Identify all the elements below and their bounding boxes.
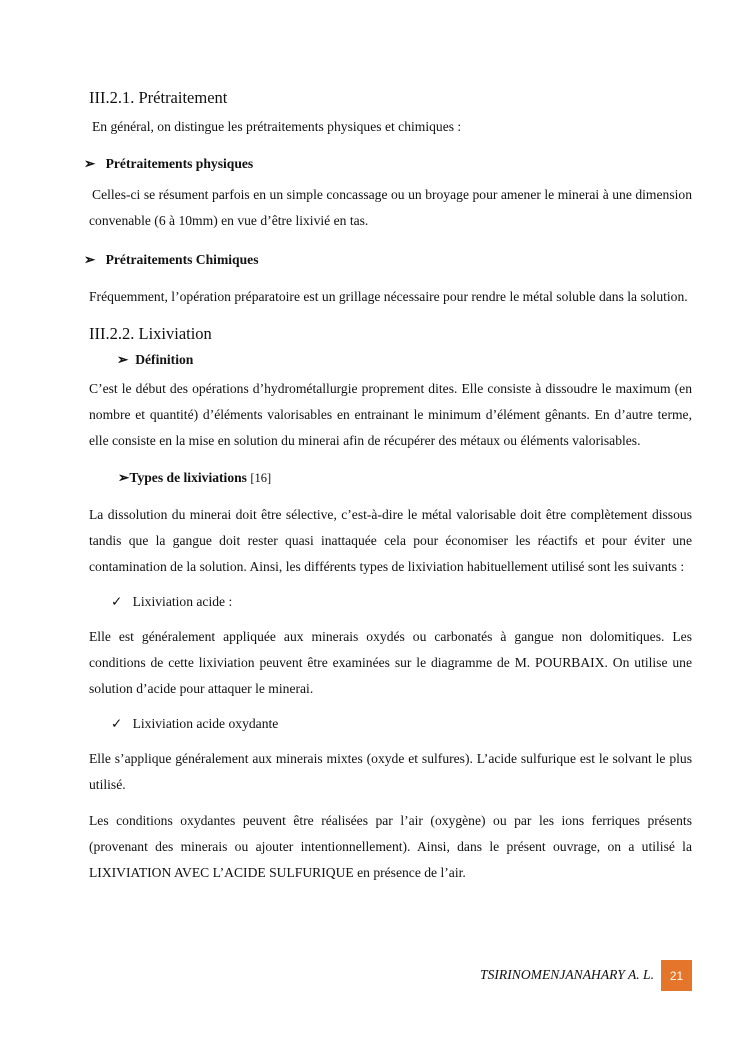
check-label: Lixiviation acide : bbox=[132, 594, 233, 609]
page-number-badge: 21 bbox=[661, 960, 692, 991]
pretraitement-intro: En général, on distingue les prétraitements physiques et chimiques : bbox=[92, 119, 462, 134]
check-icon: ✓ bbox=[111, 594, 123, 609]
section-heading-lixiviation: III.2.2. Lixiviation bbox=[89, 324, 212, 343]
acide-paragraph: Elle est généralement appliquée aux minerais oxydés ou carbonatés à gangue non dolomitiques. Les conditions de cette lixiviation peuvent être examinées sur le diagramme de M. POURBAIX. On utilise une solution d’acide pour attaquer le minerai. bbox=[89, 629, 692, 696]
check-item-lixiviation-acide bbox=[111, 590, 714, 614]
definition-paragraph: C’est le début des opérations d’hydrométallurgie proprement dites. Elle consiste à dissoudre le maximum (en nombre et quantité) d’éléments valorisables en entrainant le minimum d’élément gênants. En d’autre terme, elle consiste en la mise en solution du minerai afin de récupérer des métaux ou éléments valorisables. bbox=[89, 381, 692, 448]
document-page bbox=[84, 86, 692, 886]
section-heading-pretraitement: III.2.1. Prétraitement bbox=[89, 88, 228, 107]
bullet-label: Prétraitements Chimiques bbox=[105, 252, 259, 267]
bullet-label: Types de lixiviations bbox=[129, 470, 247, 485]
reference-citation: [16] bbox=[250, 471, 272, 485]
arrow-bullet-icon: ➢ bbox=[117, 352, 129, 367]
bullet-definition bbox=[117, 348, 720, 372]
arrow-bullet-icon: ➢ bbox=[84, 156, 96, 171]
bullet-label: Prétraitements physiques bbox=[105, 156, 254, 171]
oxydante-paragraph-1: Elle s’applique généralement aux minerais mixtes (oxyde et sulfures). L’acide sulfurique est le solvant le plus utilisé. bbox=[89, 751, 692, 792]
arrow-bullet-icon: ➢ bbox=[118, 470, 130, 485]
check-icon: ✓ bbox=[111, 716, 123, 731]
check-item-lixiviation-oxydante bbox=[111, 712, 714, 736]
bullet-types-lixiviations bbox=[118, 466, 721, 490]
physiques-paragraph: Celles-ci se résument parfois en un simple concassage ou un broyage pour amener le minerai à une dimension convenable (6 à 10mm) en vue d’être lixivié en tas. bbox=[89, 187, 692, 228]
bullet-pretraitements-chimiques bbox=[84, 248, 687, 272]
bullet-pretraitements-physiques bbox=[84, 152, 687, 176]
check-label: Lixiviation acide oxydante bbox=[132, 716, 279, 731]
footer-author: TSIRINOMENJANAHARY A. L. bbox=[480, 967, 654, 982]
bullet-label: Définition bbox=[135, 352, 194, 367]
oxydante-paragraph-2: Les conditions oxydantes peuvent être réalisées par l’air (oxygène) ou par les ions ferriques présents (provenant des minerais ou ajouter intentionnellement). Ainsi, dans le présent ouvrage, on a utilisé la LIXIVIATION AVEC L’ACIDE SULFURIQUE en présence de l’air. bbox=[89, 813, 692, 880]
chimiques-paragraph: Fréquemment, l’opération préparatoire est un grillage nécessaire pour rendre le métal soluble dans la solution. bbox=[89, 289, 688, 304]
types-paragraph: La dissolution du minerai doit être sélective, c’est-à-dire le métal valorisable doit être complètement dissous tandis que la gangue doit rester quasi inattaquée cela pour économiser les réactifs et pour éviter une contamination de la solution. Ainsi, les différents types de lixiviation habituellement utilisé sont les suivants : bbox=[89, 507, 692, 574]
arrow-bullet-icon: ➢ bbox=[84, 252, 96, 267]
